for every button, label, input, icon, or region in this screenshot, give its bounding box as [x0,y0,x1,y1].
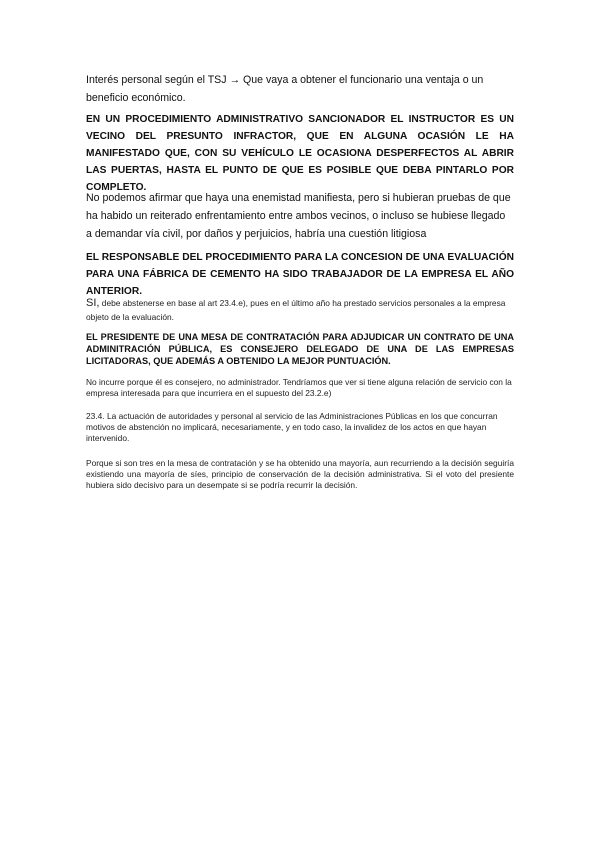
paragraph-consejero: No incurre porque él es consejero, no administrador. Tendríamos que ver si tiene alguna relación de servicio con la empresa interesada para que incurriera en el supuesto del 23.2.e) [86,377,512,398]
paragraph-interes-personal: Interés personal según el TSJ → Que vaya a obtener el funcionario una ventaja o un beneficio económico. [86,74,484,104]
heading-fabrica-cemento: EL RESPONSABLE DEL PROCEDIMIENTO PARA LA CONCESION DE UNA EVALUACIÓN PARA UNA FÁBRICA DE CEMENTO HA SIDO TRABAJADOR DE LA EMPRESA EL AÑO ANTERIOR. [86,252,514,297]
paragraph-conclusion: Porque si son tres en la mesa de contratación y se ha obtenido una mayoría, aun recurriendo a la decisión seguiría existiendo una mayoría de síes, principio de conservación de la decisión administrativa. Si el voto del presiente hubiera sido decisivo para un desempate si se podría recurrir la decisión. [86,458,514,490]
heading-procedimiento-sancionador: EN UN PROCEDIMIENTO ADMINISTRATIVO SANCIONADOR EL INSTRUCTOR ES UN VECINO DEL PRESUNTO INFRACTOR, QUE EN ALGUNA OCASIÓN LE HA MANIFESTADO QUE, CON SU VEHÍCULO LE OCASIONA DESPERFECTOS AL ABRIR LAS PUERTAS, HASTA EL PUNTO DE QUE ES POSIBLE QUE DEBA PINTARLO POR COMPLETO. [86,114,514,193]
paragraph-abstencion-text: debe abstenerse en base al art 23.4.e), pues en el último año ha prestado servicios personales a la empresa objeto de la evaluación. [86,298,506,322]
paragraph-art-23-4: 23.4. La actuación de autoridades y personal al servicio de las Administraciones Públicas en los que concurran motivos de abstención no implicará, necesariamente, y en todo caso, la invalidez de los actos en que hayan intervenido. [86,411,498,443]
answer-si: SI, [86,297,100,309]
heading-mesa-contratacion: EL PRESIDENTE DE UNA MESA DE CONTRATACIÓN PARA ADJUDICAR UN CONTRATO DE UNA ADMINITRACIÓN PÚBLICA, ES CONSEJERO DELEGADO DE UNA DE LAS EMPRESAS LICITADORAS, QUE ADEMÁS A OBTENIDO LA MEJOR PUNTUACIÓN. [86,332,514,366]
paragraph-enemistad: No podemos afirmar que haya una enemistad manifiesta, pero si hubieran pruebas de que ha habido un reiterado enfrentamiento entre ambos vecinos, o incluso se hubiese llegado a demandar vía civil, por daños y perjuicios, habría una cuestión litigiosa [86,192,511,240]
paragraph-abstencion [86,294,514,323]
